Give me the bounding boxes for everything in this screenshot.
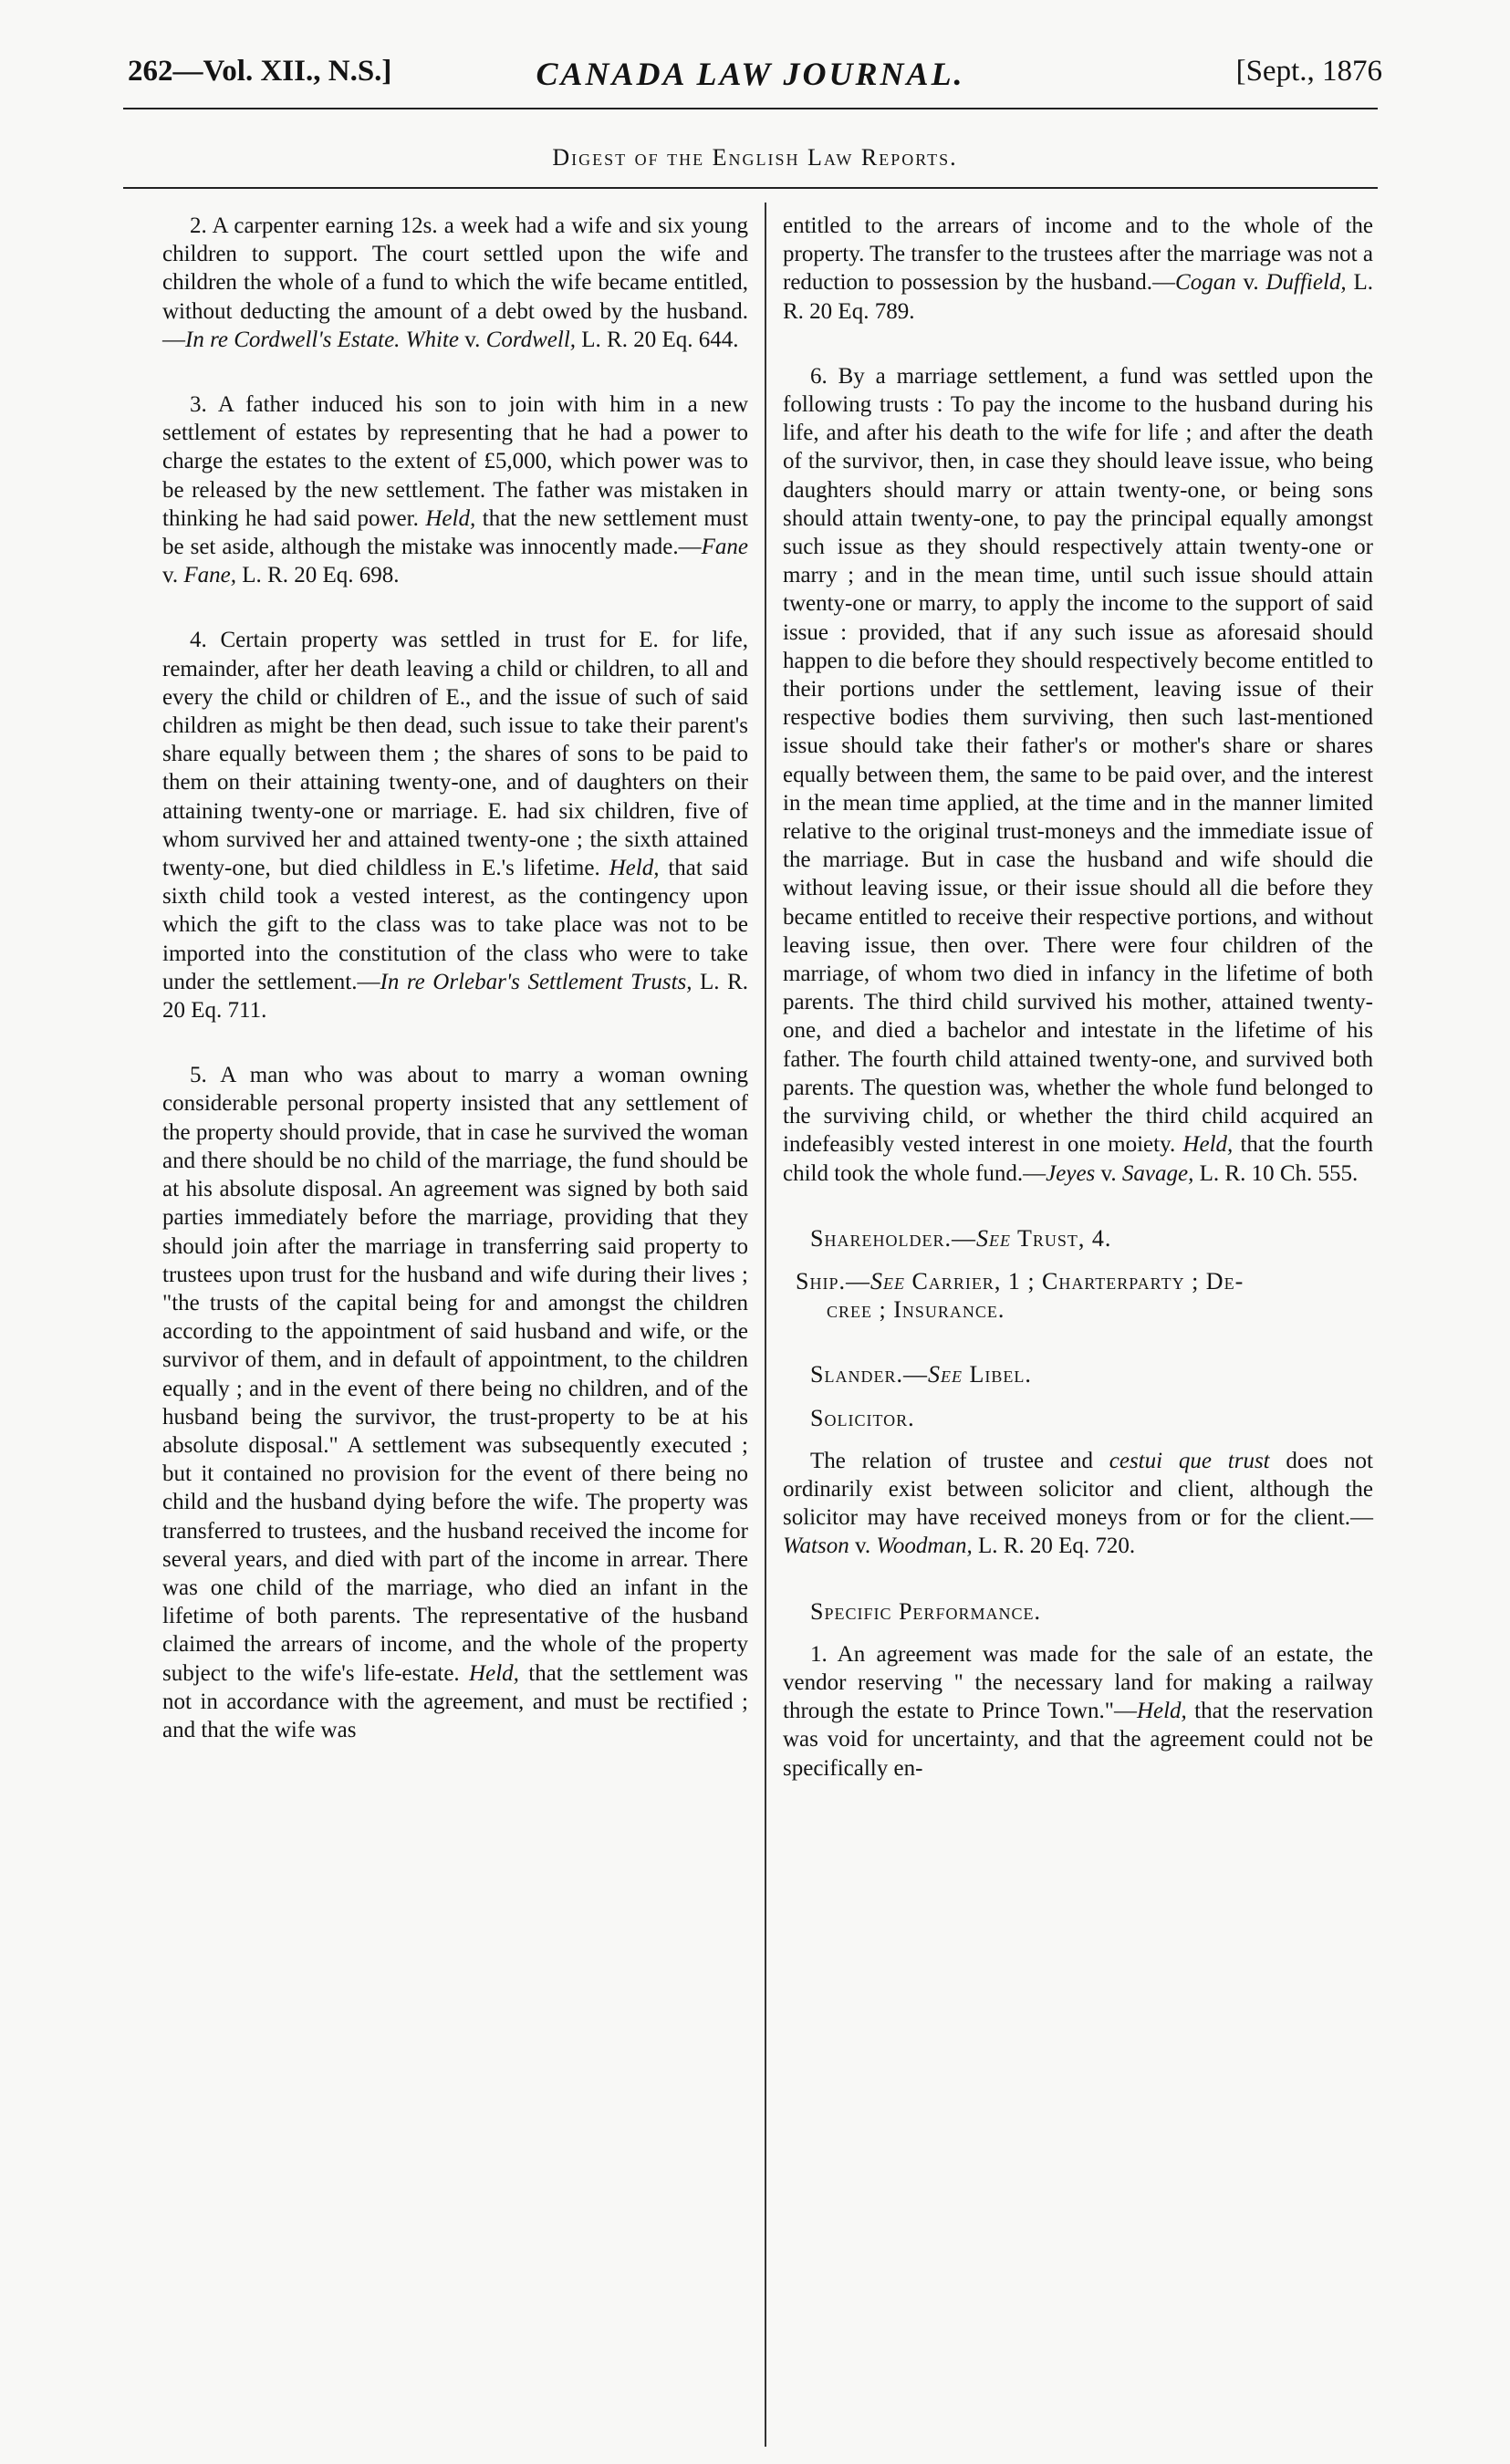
held-label: Held,: [1136, 1699, 1187, 1724]
section-title: Digest of the English Law Reports.: [552, 144, 958, 171]
cross-reference-ship: [768, 1267, 1373, 1324]
case-name: Fane,: [183, 563, 237, 588]
citation: L. R. 20 Eq. 720.: [972, 1534, 1136, 1559]
versus: v.: [459, 327, 486, 352]
right-column: [783, 212, 1373, 1797]
held-label: Held,: [609, 856, 660, 881]
versus: v.: [849, 1534, 877, 1559]
versus: v.: [1095, 1160, 1122, 1186]
specific-performance-entry-1: [783, 1640, 1373, 1783]
citation: L. R. 20 Eq. 698.: [236, 563, 400, 588]
case-name: Cogan: [1175, 270, 1236, 296]
cross-reference-slander: [783, 1360, 1373, 1388]
entry-text: does not ordinarily exist between solicitor and client, although the solicitor may have received moneys from or for the client.—: [783, 1448, 1373, 1531]
citation: L. R. 10 Ch. 555.: [1193, 1160, 1359, 1186]
topic-heading-solicitor: Solicitor.: [810, 1404, 915, 1431]
entry-text: that the fourth child took the whole fund.—: [783, 1132, 1373, 1186]
entry-text: that the reservation was void for uncertainty, and that the agreement could not be specifically en-: [783, 1699, 1373, 1781]
column-divider: [765, 203, 766, 2447]
digest-entry-5: [162, 1061, 748, 1744]
case-name: Fane: [701, 535, 748, 560]
citation: L. R. 20 Eq. 789.: [783, 270, 1373, 324]
case-name: Watson: [783, 1534, 849, 1559]
left-column: [162, 212, 748, 1759]
held-label: Held,: [469, 1660, 519, 1686]
entry-text: 3. A father induced his son to join with him in a new settlement of estates by representing that he had a power to charge the estates to the extent of £5,000, which power was to be released by the new settlement. The father was mistaken in thinking he had said power.: [162, 392, 748, 531]
entry-text: The relation of trustee and: [810, 1448, 1109, 1473]
versus: v.: [162, 563, 184, 588]
versus: v.: [1235, 270, 1266, 296]
entry-text: 1. An agreement was made for the sale of an estate, the vendor reserving " the necessary land for making a railway through the estate to Prince Town."—: [783, 1641, 1373, 1724]
topic-reference: Libel.: [962, 1361, 1032, 1388]
case-name: Savage,: [1121, 1160, 1194, 1186]
digest-entry-3: [162, 390, 748, 589]
topic-reference: Carrier, 1 ; Charterparty ; De-: [904, 1267, 1244, 1294]
topic-reference-continued: cree ; Insurance.: [827, 1296, 1005, 1324]
digest-entry-6: [783, 362, 1373, 1188]
citation: L. R. 20 Eq. 711.: [162, 969, 748, 1024]
case-name: In re Cordwell's Estate. White: [185, 327, 459, 352]
case-name: Woodman,: [876, 1534, 973, 1559]
ship-reference-line: [768, 1267, 1373, 1295]
entry-text: 6. By a marriage settlement, a fund was settled upon the following trusts : To pay the income to the husband during his life, and after his death to the wife for life ; and after the death of the survivor, then, in case they should leave issue, who being daughters should marry or attain twenty-one, or being sons should attain twenty-one, to pay the principal equally amongst such issue as they should respectively attain twenty-one or marry ; and in the mean time, until such issue should attain twenty-one or marry, to apply the income to the support of said issue : provided, that if any such issue as aforesaid should happen to die before they should respectively become entitled to their portions under the settlement, leaving issue of their respective bodies them surviving, then such last-mentioned issue should take their father's or mother's share or shares equally between them, the same to be paid over, and the interest in the mean time applied, at the time and in the manner limited relative to the original trust-moneys and the immediate issue of the marriage. But in case the husband and wife should die without leaving issue, or their issue should all die before they became entitled to receive their respective portions, and without leaving issue, then over. There were four children of the marriage, of whom two died in infancy in the lifetime of both parents. The third child survived his mother, attained twenty-one, and died a bachelor and intestate in the lifetime of his father. The fourth child attained twenty-one, and survived both parents. The question was, whether the whole fund belonged to the surviving child, or whether the third child acquired an indefeasibly vested interest in one moiety.: [783, 363, 1373, 1158]
topic-label: Shareholder.—: [810, 1224, 976, 1252]
entry-text: 5. A man who was about to marry a woman owning considerable personal property insisted that any settlement of the property should provide, that in case he survived the woman and there should be no child of the marriage, the fund should be at his absolute disposal. An agreement was signed by both said parties immediately before the marriage, providing that they should join after the marriage in transferring said property to trustees upon trust for the husband and wife during their lives ; "the trusts of the capital being for and amongst the children according to the appointment of said husband and wife, or the survivor of them, and in default of appointment, to the children equally ; and in the event of there being no children, and of the husband being the survivor, the trust-property to be at his absolute disposal." A settlement was subsequently executed ; but it contained no provision for the event of there being no child and the husband dying before the wife. The property was transferred to trustees, and the husband received the income for several years, and died with part of the income in arrear. There was one child of the marriage, who died an infant in the lifetime of both parents. The representative of the husband claimed the arrears of income, and the whole of the property subject to the wife's life-estate.: [162, 1063, 748, 1686]
case-name: Cordwell,: [485, 327, 577, 352]
cross-reference-shareholder: [783, 1224, 1373, 1253]
held-label: Held,: [425, 505, 476, 531]
case-name: In re Orlebar's Settlement Trusts,: [380, 969, 693, 994]
solicitor-entry: [783, 1447, 1373, 1561]
entry-text: entitled to the arrears of income and to the whole of the property. The transfer to the trustees after the marriage was not a reduction to possession by the husband.—: [783, 213, 1373, 296]
running-head: [119, 55, 1382, 100]
digest-entry-4: [162, 626, 748, 1024]
page-volume-reference: 262—Vol. XII., N.S.]: [128, 55, 392, 88]
digest-entry-2: [162, 212, 748, 354]
header-rule: [123, 108, 1378, 109]
entry-text: 2. A carpenter earning 12s. a week had a wife and six young children to support. The court settled upon the wife and children the whole of a fund to which the wife became entitled, without deducting the amount of a debt owed by the husband.—: [162, 213, 748, 352]
topic-label: Ship.—: [796, 1267, 870, 1294]
section-rule: [123, 187, 1378, 189]
journal-title: CANADA LAW JOURNAL.: [536, 56, 965, 92]
digest-entry-5-continued: [783, 212, 1373, 326]
entry-text: 4. Certain property was settled in trust for E. for life, remainder, after her death leaving a child or children, to all and every the child or children of E., and the issue of such of said children as might be then dead, such issue to take their parent's share equally between them ; the shares of sons to be paid to them on their attaining twenty-one, and of daughters on their attaining twenty-one or marriage. E. had six children, five of whom survived her and attained twenty-one ; the sixth attained twenty-one, but died childless in E.'s lifetime.: [162, 628, 748, 881]
see-label: See: [975, 1224, 1011, 1252]
issue-date: [Sept., 1876: [1235, 55, 1382, 88]
case-name: Jeyes: [1046, 1160, 1096, 1186]
held-label: Held,: [1182, 1132, 1234, 1158]
topic-label: Slander.—: [810, 1361, 928, 1388]
topic-heading-specific-performance: Specific Performance.: [810, 1597, 1041, 1625]
see-label: See: [870, 1267, 905, 1294]
citation: L. R. 20 Eq. 644.: [576, 327, 739, 352]
entry-text: that the new settlement must be set aside, although the mistake was innocently made.—: [162, 505, 748, 560]
entry-text: that said sixth child took a vested interest, as the contingency upon which the gift to the class was to take place was not to be imported into the constitution of the class who were to take under the settlement.—: [162, 856, 749, 994]
case-name: Duffield,: [1265, 270, 1347, 296]
see-label: See: [927, 1361, 963, 1388]
topic-reference: Trust, 4.: [1010, 1224, 1112, 1252]
legal-term: cestui que trust: [1109, 1448, 1270, 1473]
entry-text: that the settlement was not in accordance with the agreement, and must be rectified ; and that the wife was: [162, 1660, 748, 1742]
